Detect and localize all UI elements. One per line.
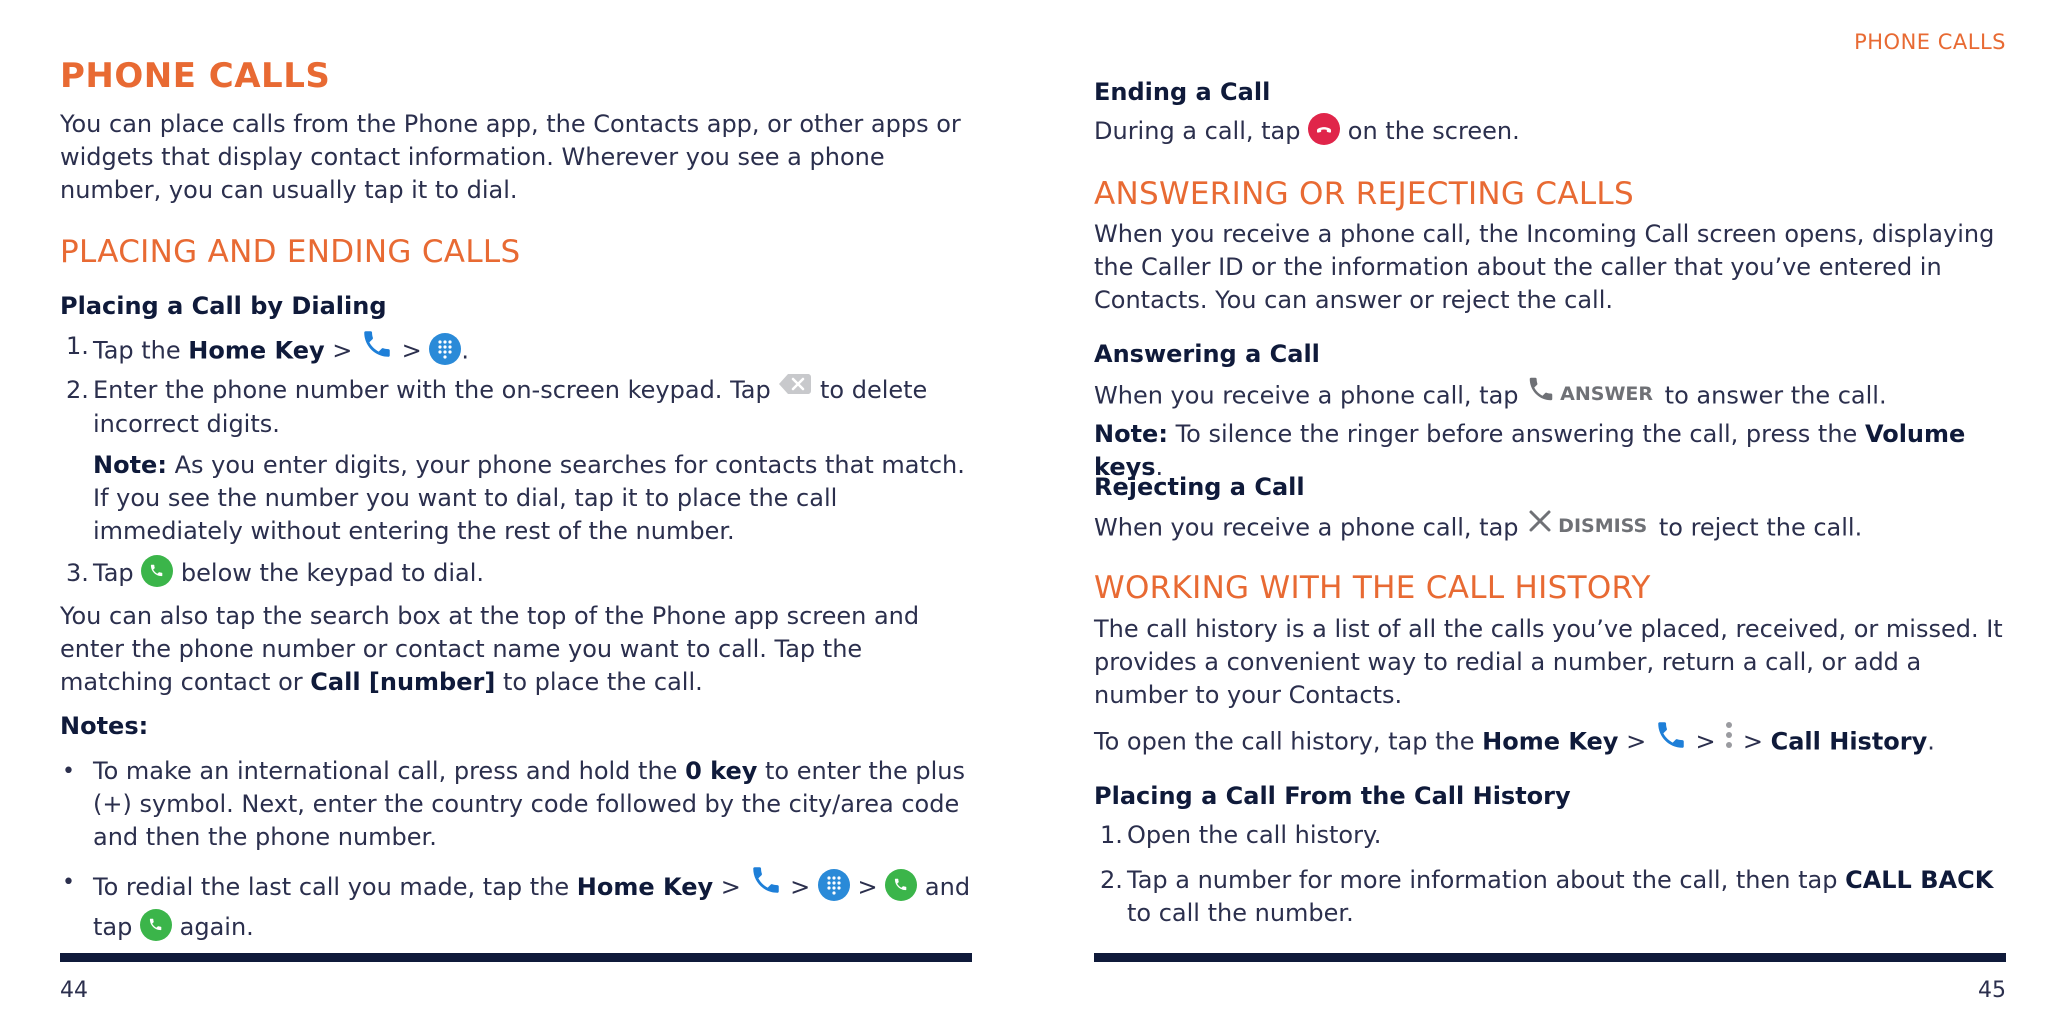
answer-phone-icon [1526,374,1556,413]
page-number: 44 [60,978,88,1003]
dial-call-icon [140,909,172,941]
history-step-1: 1. Open the call history. [1100,821,1382,849]
footer-rule [1094,953,2006,962]
subsection-call-from-history: Placing a Call From the Call History [1094,782,1571,810]
answer-button: ANSWER [1560,383,1654,405]
dial-call-icon [141,555,173,587]
intro-paragraph: You can place calls from the Phone app, the Contacts app, or other apps or widgets that display contact information. Wherever you see a phone number, you can usually tap it to dial. [60,110,961,204]
dismiss-x-icon [1526,507,1554,544]
step-2: 2. Enter the phone number with the on-screen keypad. Tap to delete incorrect digits. [60,374,972,440]
subsection-rejecting-call: Rejecting a Call [1094,473,1305,501]
dialpad-icon [818,869,850,901]
page-title: PHONE CALLS [60,56,331,96]
rejecting-text: When you receive a phone call, tap DISMISS to reject the call. [1094,510,2006,547]
step-1: 1. Tap the Home Key > > . [60,330,972,363]
subsection-answering-call: Answering a Call [1094,340,1320,368]
phone-app-icon [749,863,783,907]
section-title-call-history: WORKING WITH THE CALL HISTORY [1094,570,1651,606]
subsection-ending-call: Ending a Call [1094,78,1271,106]
phone-app-icon [1654,718,1688,761]
ending-call-text: During a call, tap on the screen. [1094,115,2006,148]
search-paragraph: You can also tap the search box at the top of the Phone app screen and enter the phone number or contact name you want to call. Tap the matching contact or Call [number] to place the call. [60,602,920,696]
history-intro: The call history is a list of all the calls you’ve placed, received, or missed. It provides a convenient way to redial a number, return a call, or add a number to your Contacts. [1094,615,2003,709]
section-title-answering: ANSWERING OR REJECTING CALLS [1094,176,1634,212]
running-head: PHONE CALLS [1854,30,2006,54]
dismiss-button: DISMISS [1558,515,1648,537]
left-page [60,0,972,1024]
right-page [1094,0,2006,1024]
section-title-placing: PLACING AND ENDING CALLS [60,234,521,270]
end-call-icon [1308,113,1340,145]
backspace-icon [778,372,812,405]
step-2-note: Note: As you enter digits, your phone searches for contacts that match. If you see the number you want to dial, tap it to place the call immediately without entering the rest of the number. [93,451,965,545]
step-3: 3. Tap below the keypad to dial. [60,557,972,590]
notes-label: Notes: [60,712,149,740]
phone-app-icon [360,327,394,370]
history-open-instruction: To open the call history, tap the Home Key > > > Call History. [1094,721,2006,764]
page-number: 45 [1978,978,2006,1003]
history-step-2: 2. Tap a number for more information about the call, then tap CALL BACK to call the number. [1100,866,1994,927]
dial-call-icon [885,869,917,901]
answering-text: When you receive a phone call, tap ANSWER to answer the call. [1094,377,2006,416]
dialpad-icon [429,333,461,365]
bullet-international-call: • To make an international call, press and hold the 0 key to enter the plus (+) symbol. Next, enter the country code followed by the city/area code and then the phone number. [62,757,966,851]
answering-intro: When you receive a phone call, the Incoming Call screen opens, displaying the Caller ID or the information about the caller that you’ve entered in Contacts. You can answer or reject the call. [1094,220,1995,314]
more-options-icon [1723,719,1735,760]
bullet-redial: • To redial the last call you made, tap the Home Key > > > and tap again. [60,866,972,936]
answering-note: Note: To silence the ringer before answering the call, press the Volume keys. [1094,420,1966,481]
subsection-placing-by-dialing: Placing a Call by Dialing [60,292,387,320]
footer-rule [60,953,972,962]
